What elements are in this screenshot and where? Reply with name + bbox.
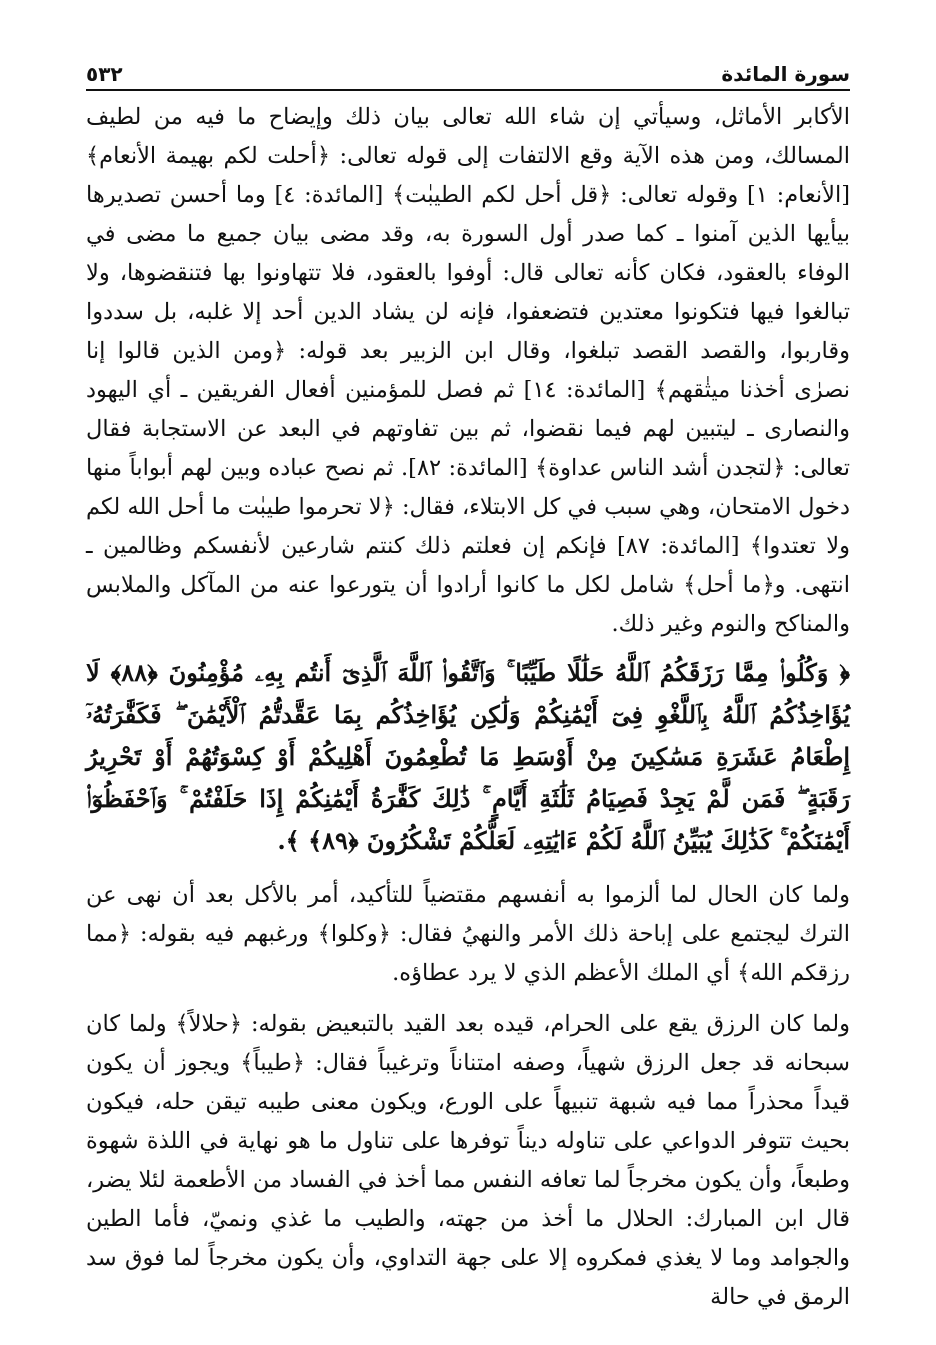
page-header bbox=[86, 52, 850, 86]
page-number: ٥٣٢ bbox=[86, 62, 123, 86]
surah-title: سورة المائدة bbox=[721, 62, 850, 86]
header-divider bbox=[86, 89, 850, 91]
paragraph-halal-tayyib: ولما كان الرزق يقع على الحرام، قيده بعد القيد بالتبعيض بقوله: ﴿حلالاً﴾ ولما كان سبحانه قد جعل الرزق شهياً، وصفه امتناناً وترغيباً فقال: ﴿طيباً﴾ ويجوز أن يكون قيداً محذراً مما فيه شبهة تنبيهاً على الورع، ويكون معنى طيبه تيقن حله، فيكون بحيث تتوفر الدواعي على تناوله ديناً توفرها على تناول ما هو نهاية في اللذة شهوة وطبعاً، وأن يكون مخرجاً لما تعافه النفس مما أخذ في الفساد من الأطعمة لئلا يضر، قال ابن المبارك: الحلال ما أخذ من جهته، والطيب ما غذي ونميّ، فأما الطين والجوامد وما لا يغذي فمكروه إلا على جهة التداوي، وأن يكون مخرجاً لما فوق سد الرمق في حالة bbox=[86, 1011, 851, 1310]
paragraph-eat-command: ولما كان الحال لما ألزموا به أنفسهم مقتضياً للتأكيد، أمر بالأكل بعد أن نهى عن الترك ليجتمع على إباحة ذلك الأمر والنهيُ فقال: ﴿وكلوا﴾ ورغبهم فيه بقوله: ﴿مما رزقكم الله﴾ أي الملك الأعظم الذي لا يرد عطاؤه. bbox=[86, 882, 850, 986]
paragraph-commentary: الأكابر الأماثل، وسيأتي إن شاء الله تعالى بيان ذلك وإيضاح ما فيه من لطيف المسالك، ومن هذه الآية وقع الالتفات إلى قوله تعالى: ﴿أحلت لكم بهيمة الأنعام﴾ [الأنعام: ١] وقوله تعالى: ﴿قل أحل لكم الطيبٰت﴾ [المائدة: ٤] وما أحسن تصديرها بيأيها الذين آمنوا ـ كما صدر أول السورة به، وقد مضى بيان جميع ما مضى في الوفاء بالعقود، فكان كأنه تعالى قال: أوفوا بالعقود، فلا تتهاونوا بها فتنقضوها، ولا تبالغوا فيها فتكونوا معتدين فتضعفوا، فإنه لن يشاد الدين أحد إلا غلبه، بل سددوا وقاربوا، والقصد القصد تبلغوا، وقال ابن الزبير بعد قوله: ﴿ومن الذين قالوا إنا نصرٰى أخذنا ميثٰقهم﴾ [المائدة: ١٤] ثم فصل للمؤمنين أفعال الفريقين ـ أي اليهود والنصارى ـ ليتبين لهم فيما نقضوا، ثم بين تفاوتهم في البعد عن الاستجابة فقال تعالى: ﴿لتجدن أشد الناس عداوة﴾ [المائدة: ٨٢]. ثم نصح عباده وبين لهم أبواباً منها دخول الامتحان، وهي سبب في كل الابتلاء، فقال: ﴿لا تحرموا طيبٰت ما أحل الله لكم ولا تعتدوا﴾ [المائدة: ٨٧] فإنكم إن فعلتم ذلك كنتم شارعين لأنفسكم وظالمين ـ انتهى. و﴿ما أحل﴾ شامل لكل ما كانوا أرادوا أن يتورعوا عنه من المآكل والملابس والمناكح والنوم وغير ذلك. bbox=[86, 104, 851, 637]
quran-verses-88-89: ﴿ وَكُلُوا۟ مِمَّا رَزَقَكُمُ ٱللَّهُ حَلَٰلًا طَيِّبًا ۚ وَٱتَّقُوا۟ ٱللَّهَ ٱلَّذِىٓ أَنتُم بِهِۦ مُؤْمِنُونَ ﴿٨٨﴾ لَا يُؤَاخِذُكُمُ ٱللَّهُ بِٱللَّغْوِ فِىٓ أَيْمَٰنِكُمْ وَلَٰكِن يُؤَاخِذُكُم بِمَا عَقَّدتُّمُ ٱلْأَيْمَٰنَ ۖ فَكَفَّٰرَتُهُۥٓ إِطْعَامُ عَشَرَةِ مَسَٰكِينَ مِنْ أَوْسَطِ مَا تُطْعِمُونَ أَهْلِيكُمْ أَوْ كِسْوَتُهُمْ أَوْ تَحْرِيرُ رَقَبَةٍ ۖ فَمَن لَّمْ يَجِدْ فَصِيَامُ ثَلَٰثَةِ أَيَّامٍ ۚ ذَٰلِكَ كَفَّٰرَةُ أَيْمَٰنِكُمْ إِذَا حَلَفْتُمْ ۚ وَٱحْفَظُوٓا۟ أَيْمَٰنَكُمْ ۚ كَذَٰلِكَ يُبَيِّنُ ٱللَّهُ لَكُمْ ءَايَٰتِهِۦ لَعَلَّكُمْ تَشْكُرُونَ ﴿٨٩﴾ ﴾. bbox=[86, 658, 850, 855]
page-body bbox=[86, 98, 850, 1317]
